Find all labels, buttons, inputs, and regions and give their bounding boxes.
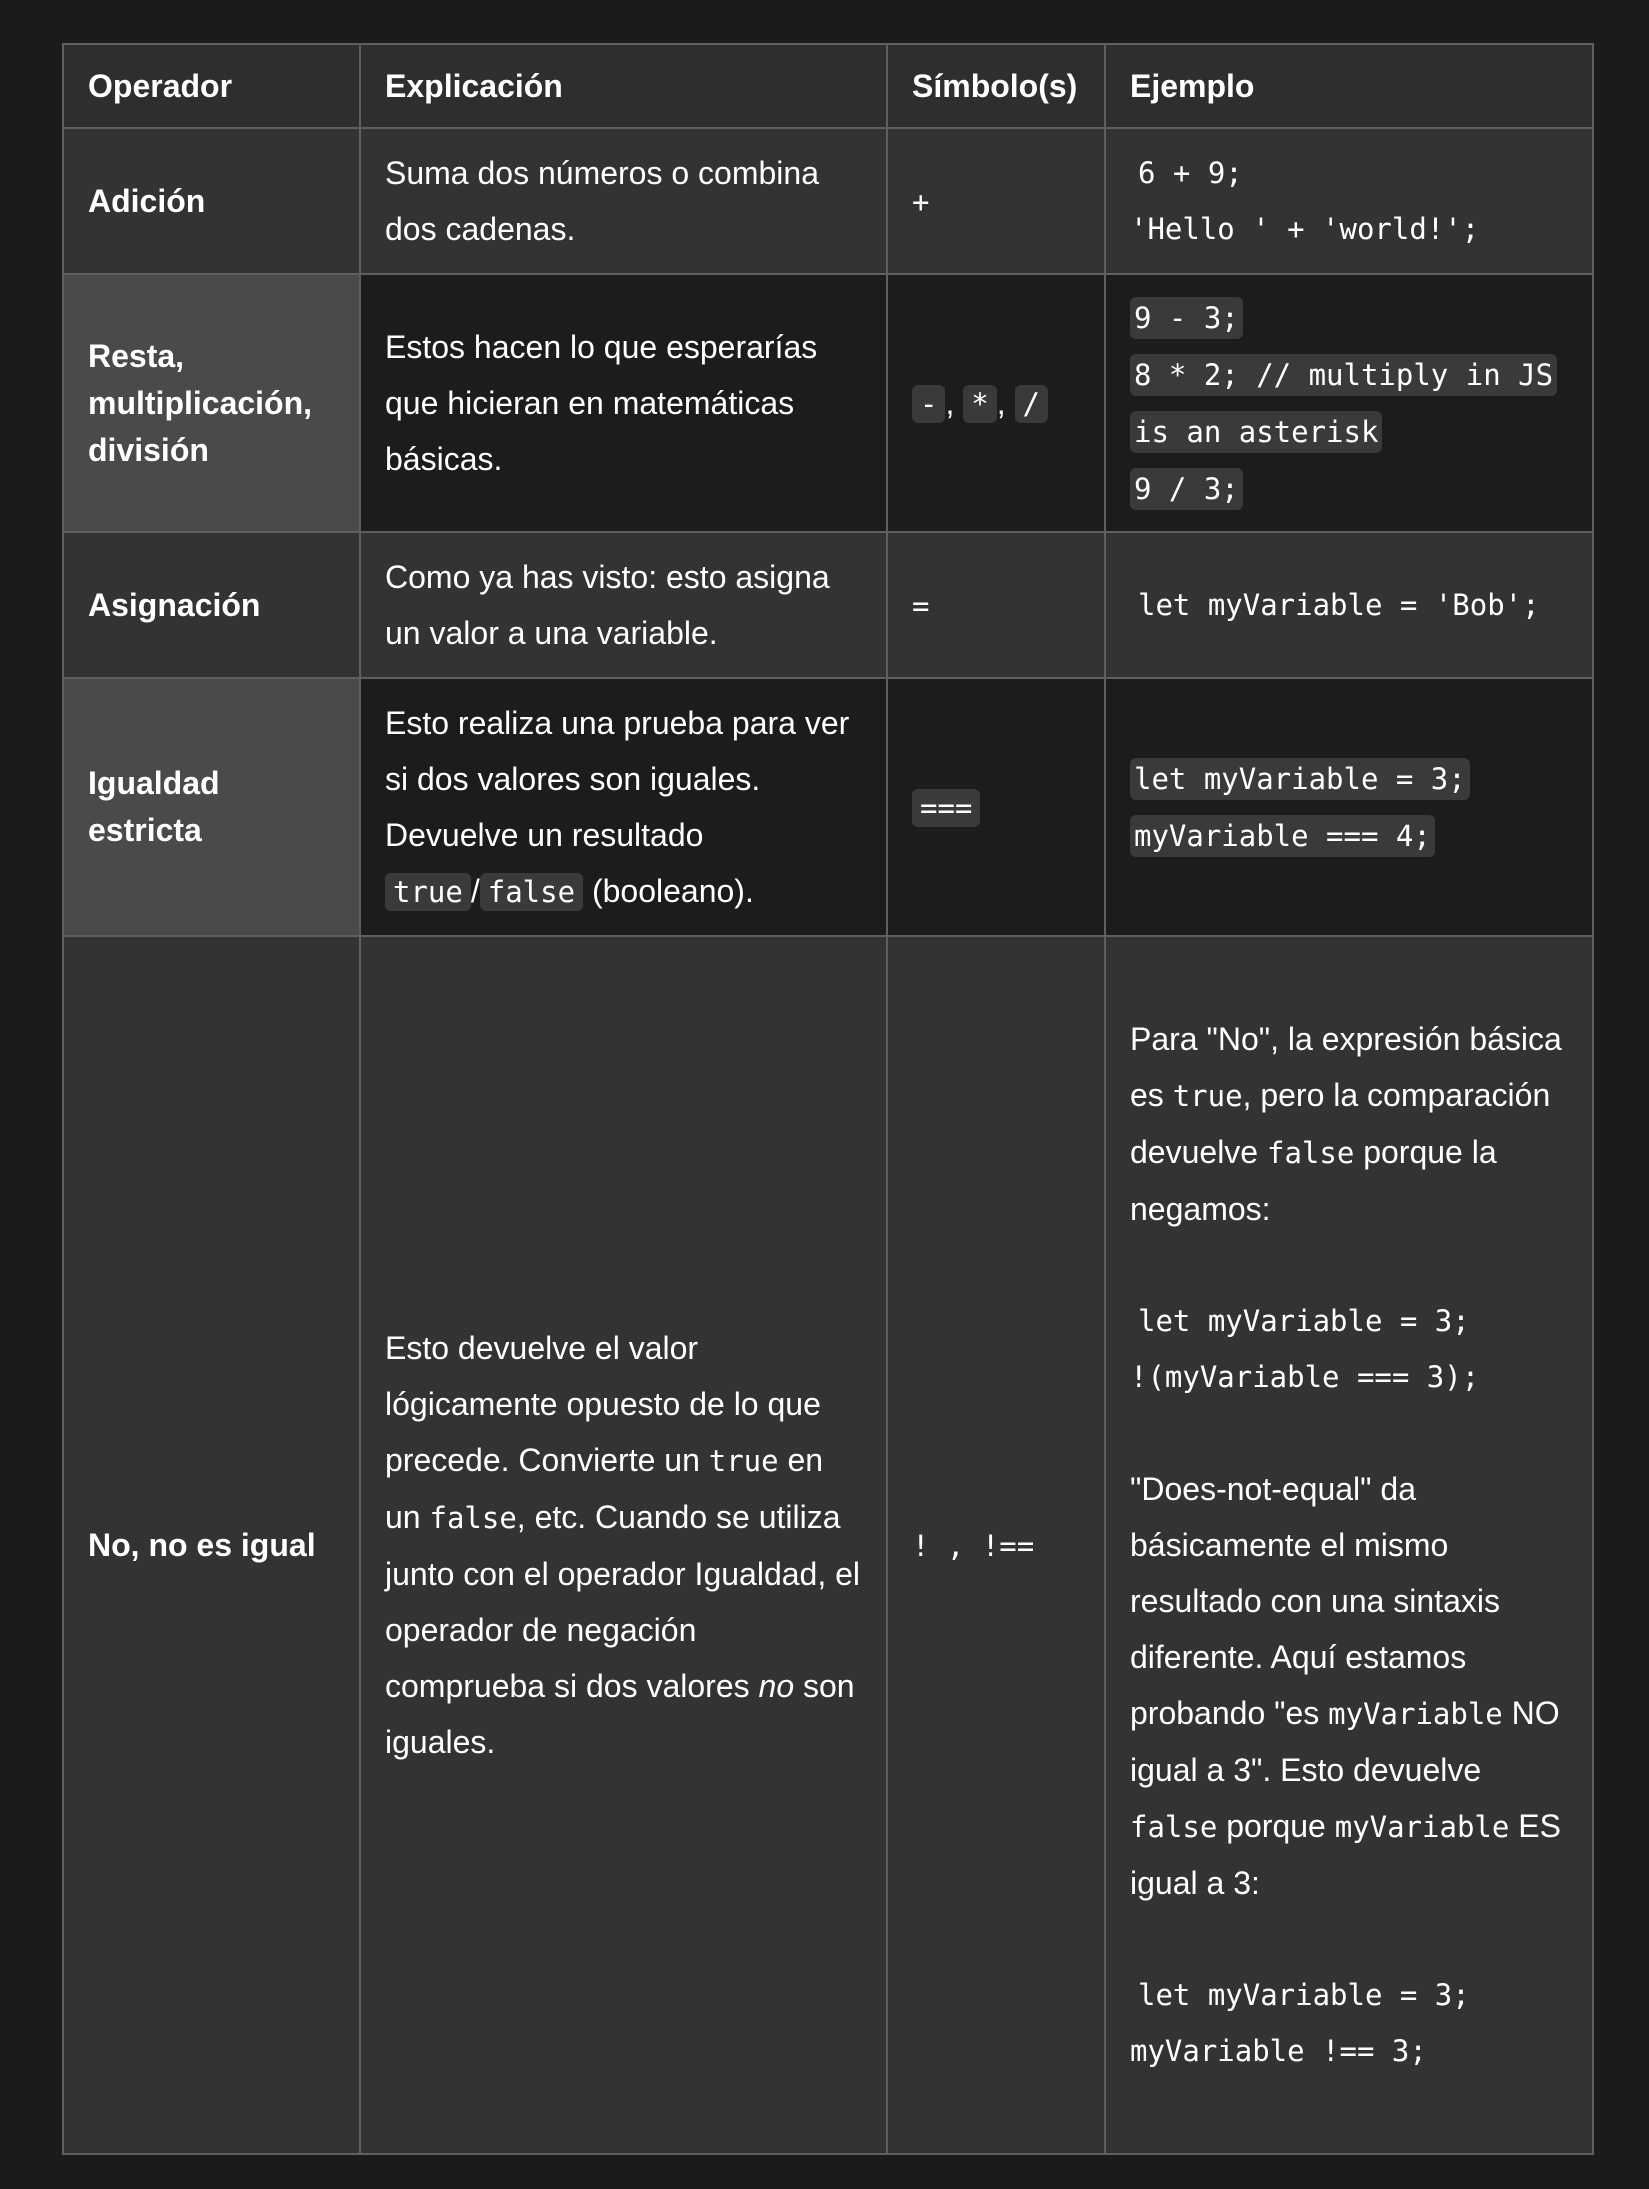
symbol-code: -: [912, 385, 945, 423]
example-text: Para "No", la expresión básica es: [1130, 1021, 1562, 1113]
example-cell: [1105, 532, 1593, 678]
symbol-code: ! , !==: [912, 1528, 1035, 1563]
table-row: [63, 678, 1593, 936]
inline-code: myVariable: [1328, 1697, 1503, 1731]
explanation-cell: [360, 936, 887, 2154]
explanation-cell: Suma dos números o combina dos cadenas.: [360, 128, 887, 274]
example-code-line: is an asterisk: [1130, 411, 1382, 453]
explanation-cell: [360, 678, 887, 936]
example-code-line: 6 + 9;: [1138, 156, 1243, 190]
explanation-text: son iguales.: [385, 1668, 855, 1760]
example-code-line: myVariable !== 3;: [1130, 2034, 1427, 2068]
explanation-text: (booleano).: [591, 872, 754, 909]
symbol-cell: [887, 678, 1105, 936]
example-text: NO igual a 3". Esto devuelve: [1130, 1695, 1560, 1788]
symbol-code: *: [963, 385, 996, 423]
inline-code: myVariable: [1334, 1810, 1510, 1844]
operator-cell: Adición: [63, 128, 360, 274]
symbol-cell: [887, 532, 1105, 678]
example-text: ES igual a 3:: [1130, 1808, 1561, 1901]
symbol-code: ===: [912, 789, 980, 827]
operators-table: [62, 43, 1594, 2155]
example-text: porque: [1226, 1808, 1326, 1844]
explanation-cell: Como ya has visto: esto asigna un valor a una variable.: [360, 532, 887, 678]
example-code-line: 9 - 3;: [1130, 297, 1243, 339]
operator-cell: No, no es igual: [63, 936, 360, 2154]
header-ejemplo: Ejemplo: [1105, 44, 1593, 128]
symbol-cell: [887, 936, 1105, 2154]
symbol-code: /: [1015, 385, 1048, 423]
operator-cell: Asignación: [63, 532, 360, 678]
explanation-text: en un: [385, 1442, 824, 1535]
example-code-line: 8 * 2; // multiply in JS: [1130, 354, 1557, 396]
example-code-line: let myVariable = 3;: [1138, 1978, 1470, 2012]
explanation-separator: /: [470, 872, 480, 909]
example-code-line: let myVariable = 3;: [1138, 1304, 1470, 1338]
example-code-line: let myVariable = 'Bob';: [1138, 588, 1540, 622]
example-cell: [1105, 936, 1593, 2154]
inline-code: false: [1130, 1810, 1218, 1844]
explanation-text: Esto devuelve el valor lógicamente opuesto de lo que precede. Convierte un: [385, 1330, 821, 1478]
symbol-cell: - , * , /: [887, 274, 1105, 532]
inline-code: false: [480, 873, 583, 911]
operators-table-container: [62, 43, 1594, 2155]
example-code-line: !(myVariable === 3);: [1130, 1360, 1480, 1394]
header-simbolos: Símbolo(s): [887, 44, 1105, 128]
explanation-emphasis: no: [758, 1668, 795, 1704]
table-row: [63, 128, 1593, 274]
header-explicacion: Explicación: [360, 44, 887, 128]
table-row: [63, 936, 1593, 2154]
header-operador: Operador: [63, 44, 360, 128]
table-header-row: [63, 44, 1593, 128]
inline-code: true: [385, 873, 471, 911]
symbol-cell: [887, 128, 1105, 274]
example-cell: [1105, 678, 1593, 936]
example-text: , pero la comparación devuelve: [1130, 1077, 1551, 1170]
example-cell: [1105, 128, 1593, 274]
example-code-line: 9 / 3;: [1130, 468, 1243, 510]
example-code-line: myVariable === 4;: [1130, 815, 1435, 857]
symbol-code: =: [912, 588, 930, 623]
operator-cell: Resta, multiplicación, división: [63, 274, 360, 532]
explanation-text: Esto realiza una prueba para ver si dos valores son iguales. Devuelve un resultado: [385, 704, 850, 853]
explanation-text: , etc. Cuando se utiliza junto con el operador Igualdad, el operador de negación comprueba si dos valores: [385, 1499, 861, 1704]
example-code-line: let myVariable = 3;: [1130, 758, 1470, 800]
example-text: porque la negamos:: [1130, 1134, 1497, 1227]
operator-cell: Igualdad estricta: [63, 678, 360, 936]
symbol-code: +: [912, 184, 930, 219]
inline-code: true: [1172, 1079, 1243, 1113]
inline-code: false: [429, 1501, 517, 1535]
table-row: [63, 532, 1593, 678]
explanation-cell: Estos hacen lo que esperarías que hicieran en matemáticas básicas.: [360, 274, 887, 532]
inline-code: false: [1266, 1136, 1355, 1170]
example-code-line: 'Hello ' + 'world!';: [1130, 212, 1480, 246]
inline-code: true: [708, 1444, 779, 1478]
example-text: "Does-not-equal" da básicamente el mismo resultado con una sintaxis diferente. Aquí estamos probando "es: [1130, 1471, 1500, 1731]
example-cell: [1105, 274, 1593, 532]
table-row: [63, 274, 1593, 532]
